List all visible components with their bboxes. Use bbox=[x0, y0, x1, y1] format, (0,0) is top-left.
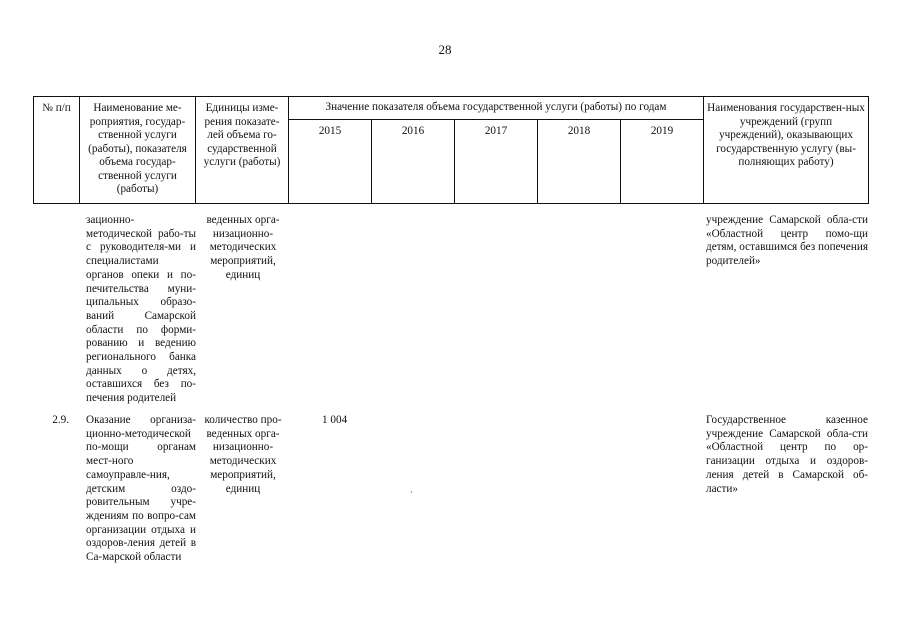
header-name: Наименование ме-роприятия, государ-ственной услуги (работы), показателя объема государ-ственной услуги (работы) bbox=[80, 97, 196, 204]
header-year-2015: 2015 bbox=[289, 120, 372, 204]
table-header bbox=[33, 96, 869, 204]
row-2-institution: Государственное казенное учреждение Самарской обла-сти «Областной центр по ор-ганизации отдыха и оздоров-ления детей в Самарской об-ласти» bbox=[706, 414, 868, 495]
row-2-name: Оказание организа-ционно-методической по-мощи органам мест-ного самоуправле-ния, детским оздо-ровительным учре-ждениям по вопро-сам организации отдыха и оздоров-ления детей в Са-марской области bbox=[86, 414, 196, 564]
row-2-value-2015: 1 004 bbox=[322, 414, 348, 426]
header-institutions: Наименования государствен-ных учреждений (групп учреждений), оказывающих государственную услугу (вы-полняющих работу) bbox=[704, 97, 869, 204]
scan-mark: ˏ bbox=[410, 483, 413, 493]
row-1-name: зационно-методической рабо-ты с руководителя-ми и специалистами органов опеки и по-печительства муни-ципальных образо-ваний Самарской области по форми-рованию и ведению регионального банка данных о детях, оставшихся без по-печения родителей bbox=[86, 214, 196, 405]
row-1-institution: учреждение Самарской обла-сти «Областной центр помо-щи детям, оставшимся без попечения родителей» bbox=[706, 214, 868, 268]
header-year-2019: 2019 bbox=[621, 120, 704, 204]
header-year-2017: 2017 bbox=[455, 120, 538, 204]
row-2-units: количество про-веденных орга-низационно-методических мероприятий, единиц bbox=[204, 414, 282, 495]
header-values-by-year: Значение показателя объема государственной услуги (работы) по годам bbox=[289, 97, 704, 120]
header-year-2016: 2016 bbox=[372, 120, 455, 204]
page-number: 28 bbox=[438, 42, 452, 57]
header-year-2018: 2018 bbox=[538, 120, 621, 204]
header-units: Единицы изме-рения показате-лей объема го-сударственной услуги (работы) bbox=[196, 97, 289, 204]
row-1-units: веденных орга-низационно-методических мероприятий, единиц bbox=[206, 214, 280, 281]
header-num: № п/п bbox=[34, 97, 80, 204]
row-2-num: 2.9. bbox=[52, 414, 69, 426]
